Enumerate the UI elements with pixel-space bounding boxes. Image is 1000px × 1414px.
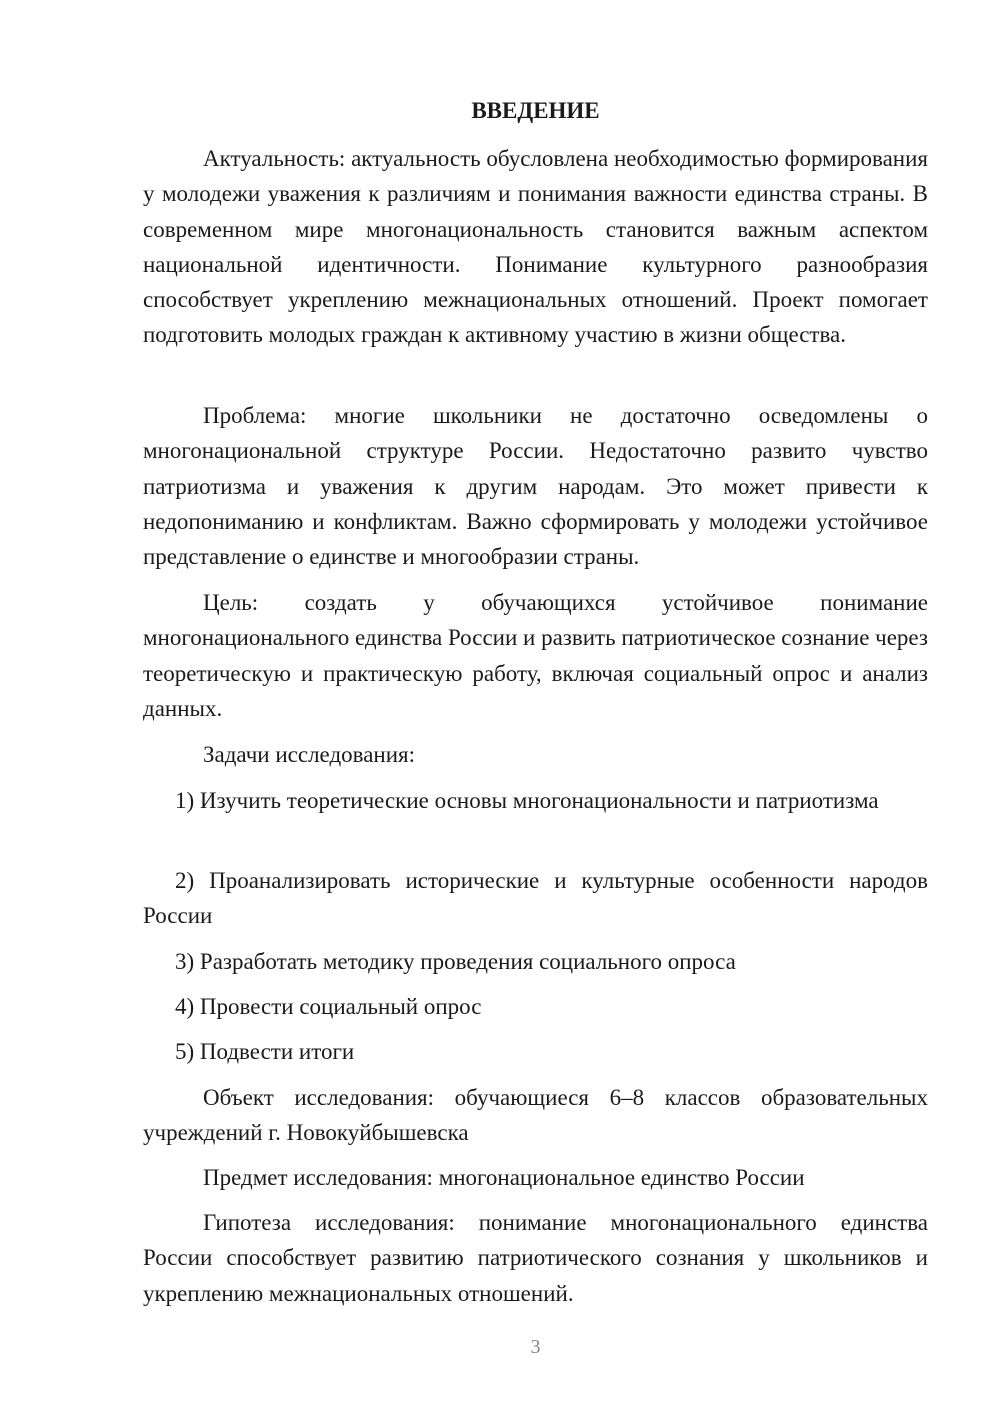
relevance-paragraph: Актуальность: актуальность обусловлена необходимостью формирования у молодежи уважения к различиям и понимания важности единства страны. В современном мире многонациональность становится важным аспектом национальной идентичности. Понимание культурного разнообразия способствует укреплению межнациональных отношений. Проект помогает подготовить молодых граждан к активному участию в жизни общества.: [143, 146, 928, 348]
task-item-3: 3) Разработать методику проведения социального опроса: [175, 949, 736, 974]
tasks-heading: Задачи исследования:: [203, 742, 416, 767]
task-item-1: 1) Изучить теоретические основы многонациональности и патриотизма: [175, 788, 879, 813]
problem-paragraph: Проблема: многие школьники не достаточно осведомлены о многонациональной структуре России. Недостаточно развито чувство патриотизма и уважения к другим народам. Это может привести к недопониманию и конфликтам. Важно сформировать у молодежи устойчивое представление о единстве и многообразии страны.: [143, 403, 928, 570]
page-number: 3: [530, 1336, 541, 1358]
document-page: [143, 0, 928, 1414]
section-title: ВВЕДЕНИЕ: [471, 98, 600, 123]
task-item-2: 2) Проанализировать исторические и культурные особенности народов России: [143, 868, 928, 929]
goal-paragraph: Цель: создать у обучающихся устойчивое понимание многонационального единства России и развить патриотическое сознание через теоретическую и практическую работу, включая социальный опрос и анализ данных.: [143, 590, 929, 721]
object-paragraph: Объект исследования: обучающиеся 6–8 классов образовательных учреждений г. Новокуйбышевска: [143, 1085, 928, 1146]
task-item-4: 4) Провести социальный опрос: [175, 994, 482, 1019]
task-item-5: 5) Подвести итоги: [175, 1039, 355, 1064]
hypothesis-paragraph: Гипотеза исследования: понимание многонационального единства России способствует развитию патриотического сознания у школьников и укреплению межнациональных отношений.: [143, 1210, 928, 1306]
subject-paragraph: Предмет исследования: многонациональное единство России: [203, 1165, 805, 1190]
